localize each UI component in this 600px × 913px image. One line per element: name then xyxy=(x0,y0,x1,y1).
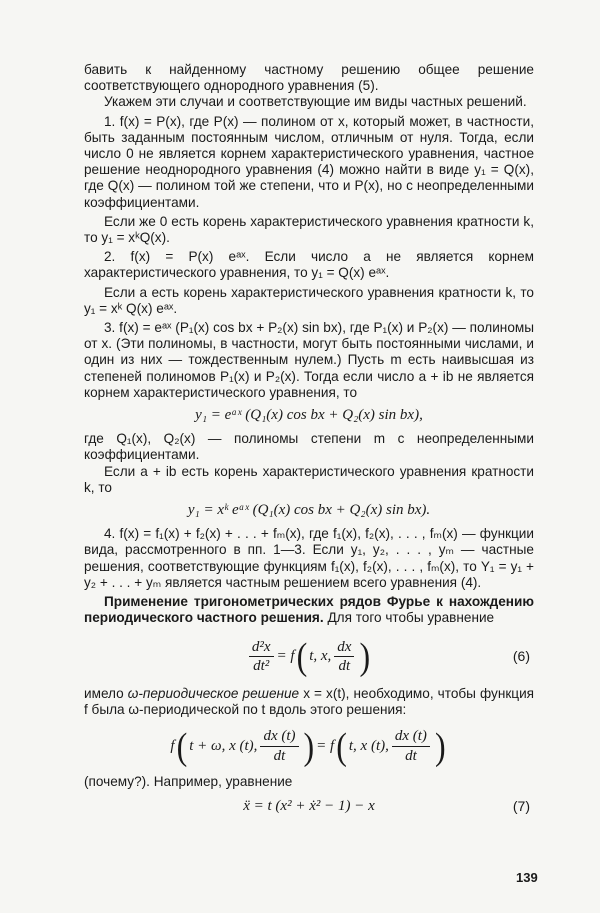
formula-equals-f: = f xyxy=(276,648,295,665)
paren-left: ( xyxy=(296,634,308,678)
formula-y1-nonroot-text: y₁ = eᵃˣ (Q₁(x) cos bx + Q₂(x) sin bx), xyxy=(195,407,423,424)
fraction-dx-dt xyxy=(334,639,354,674)
formula-periodicity xyxy=(84,724,534,768)
paragraph-case-3: 3. f(x) = eᵃˣ (P₁(x) cos bx + P₂(x) sin bx), где P₁(x) и P₂(x) — полиномы от x. (Эти полиномы, в частности, могут быть постоянными числами, и один из них — тождественным нулем.) Пусть m есть наивысшая из степеней полиномов P₁(x) и P₂(x). Тогда если число a + ib не является корнем характеристического уравнения, то xyxy=(84,320,534,400)
paren-left: ( xyxy=(176,724,188,768)
paragraph-case-1-root: Если же 0 есть корень характеристического уравнения кратности k, то y₁ = xᵏQ(x). xyxy=(84,213,534,246)
fraction-d2x-dt2 xyxy=(249,639,274,674)
paragraph-periodic-a: имело xyxy=(84,685,124,701)
paragraph-polynomials: где Q₁(x), Q₂(x) — полиномы степени m с неопределенными коэффициентами. xyxy=(84,431,534,463)
paragraph-case-1: 1. f(x) = P(x), где P(x) — полином от x, который может, в частности, быть заданным постоянным числом, отличным от нуля. Тогда, если число 0 не является корнем характеристического уравнения, частное решение неоднородного уравнения (4) можно найти в виде y₁ = Q(x), где Q(x) — полином той же степени, что и P(x), но с неопределенными коэффициентами. xyxy=(84,113,534,210)
paragraph-periodic-em: ω-периодическое решение xyxy=(127,685,300,701)
section-heading-fourier: Применение тригонометрических рядов Фурье к нахождению периодического частного решения. xyxy=(84,594,534,626)
page-body xyxy=(84,62,534,822)
formula-y1-root-text: y₁ = xᵏ eᵃˣ (Q₁(x) cos bx + Q₂(x) sin bx). xyxy=(187,502,431,519)
page-number: 139 xyxy=(516,870,538,885)
fraction-denominator: dt xyxy=(338,657,351,674)
fraction-denominator: dt xyxy=(405,747,417,764)
paragraph-case-4: 4. f(x) = f₁(x) + f₂(x) + . . . + fₘ(x), где f₁(x), f₂(x), . . . , fₘ(x) — функции вида, рассмотренного в пп. 1—3. Если y₁, y₂, . . . , yₘ — частные решения, соответствующие функциям f₁(x), f₂(x), . . . , fₘ(x), то Y₁ = y₁ + y₂ + . . . + yₘ является частным решением всего уравнения (4). xyxy=(84,526,534,590)
paren-right: ) xyxy=(303,724,315,768)
fraction-numerator: d²x xyxy=(249,639,274,657)
paragraph-case-2-root: Если a есть корень характеристического уравнения кратности k, то y₁ = xᵏ Q(x) eᵃˣ. xyxy=(84,284,534,316)
fraction-numerator: dx (t) xyxy=(392,728,430,746)
formula-rhs-args: t, x (t), xyxy=(348,737,389,754)
formula-args: t, x, xyxy=(309,648,332,665)
paragraph-fourier xyxy=(84,594,534,626)
formula-equation-7 xyxy=(84,798,534,814)
fraction-numerator: dx xyxy=(334,639,354,657)
formula-y1-root xyxy=(84,502,534,518)
paren-left: ( xyxy=(336,724,347,768)
paren-right: ) xyxy=(359,634,371,678)
formula-equation-6 xyxy=(84,634,534,678)
paren-right: ) xyxy=(434,724,446,768)
formula-y1-nonroot xyxy=(84,407,534,423)
fraction-dxt-dt-right xyxy=(392,728,430,763)
formula-equation-7-text: ẍ = t (x² + ẋ² − 1) − x xyxy=(243,797,375,814)
paragraph-fourier-rest: Для того чтобы уравнение xyxy=(327,610,495,626)
fraction-denominator: dt² xyxy=(253,657,270,674)
equation-number-6: (6) xyxy=(512,648,530,665)
paragraph-periodic xyxy=(84,686,534,718)
fraction-dxt-dt-left xyxy=(260,728,298,763)
paragraph-2: Укажем эти случаи и соответствующие им виды частных решений. xyxy=(104,94,527,110)
paragraph-1: бавить к найденному частному решению общее решение соответствующего однородного уравнения (5). xyxy=(84,62,534,94)
formula-lhs-args: t + ω, x (t), xyxy=(189,737,258,754)
paragraph-example: (почему?). Например, уравнение xyxy=(84,773,293,789)
fraction-denominator: dt xyxy=(273,747,286,764)
fraction-numerator: dx (t) xyxy=(260,728,298,746)
formula-f-left: f xyxy=(170,737,175,754)
formula-equals-f: = f xyxy=(316,737,335,754)
paragraph-case-3-root: Если a + ib есть корень характеристического уравнения кратности k, то xyxy=(84,463,534,495)
paragraph-periodic-b: x = x(t), необходимо, чтобы функция f была ω-периодической по t вдоль этого решения: xyxy=(84,685,535,718)
paragraph-case-2: 2. f(x) = P(x) eᵃˣ. Если число a не является корнем характеристического уравнения, то y₁ = Q(x) eᵃˣ. xyxy=(84,249,534,281)
equation-number-7: (7) xyxy=(512,797,530,814)
